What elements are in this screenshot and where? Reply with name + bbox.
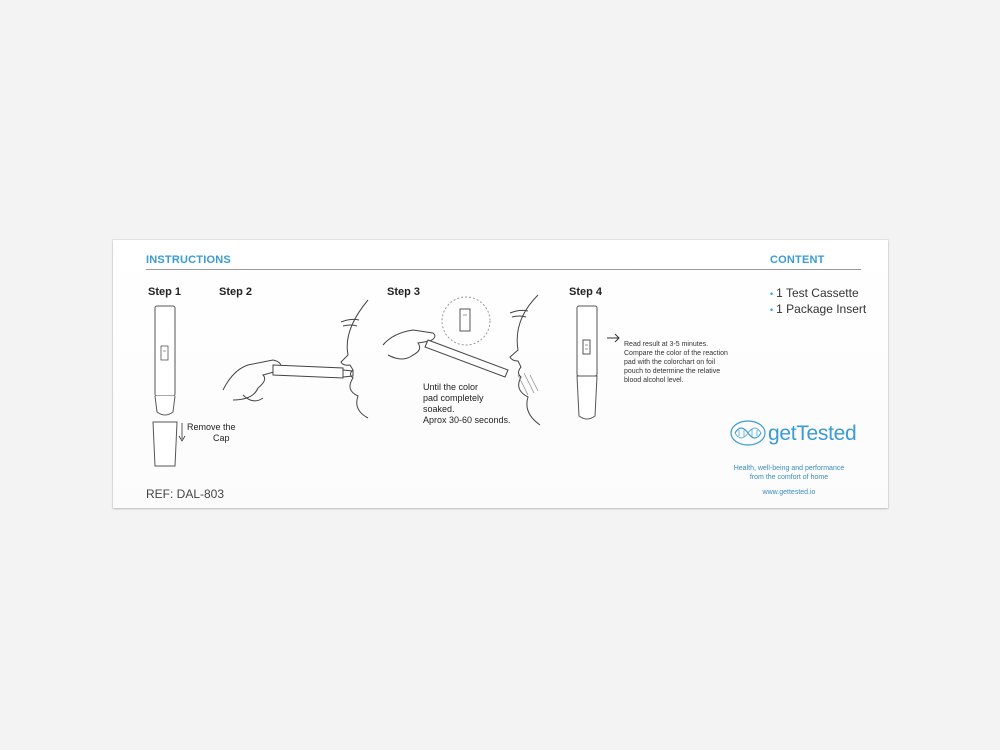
step-4-note-line1: Read result at 3-5 minutes. bbox=[624, 341, 709, 348]
content-item-1: • 1 Test Cassette bbox=[770, 286, 859, 300]
step-1-label: Step 1 bbox=[148, 286, 182, 298]
remove-cap-line2: Cap bbox=[213, 433, 230, 443]
brand-name: getTested bbox=[768, 422, 857, 445]
tagline-line1: Health, well-being and performance bbox=[733, 465, 845, 472]
header-divider bbox=[146, 269, 861, 270]
step-4-note-line3: pad with the colorchart on foil bbox=[624, 359, 716, 366]
step-3-illustration bbox=[378, 295, 548, 435]
step-4-label: Step 4 bbox=[569, 286, 603, 298]
content-item-2: • 1 Package Insert bbox=[770, 302, 867, 316]
product-box bbox=[113, 240, 888, 508]
arrow-right-icon bbox=[607, 334, 621, 342]
tagline-line2: from the comfort of home bbox=[749, 474, 829, 481]
dna-logo-icon bbox=[730, 420, 766, 446]
step-4-illustration bbox=[575, 304, 605, 424]
step-2-label: Step 2 bbox=[219, 286, 253, 298]
step-4-note-line5: blood alcohol level. bbox=[624, 377, 684, 384]
step-4-note-line2: Compare the color of the reaction bbox=[624, 350, 728, 357]
instructions-header: INSTRUCTIONS bbox=[146, 254, 231, 266]
step-1-illustration bbox=[151, 304, 191, 474]
step-2-illustration bbox=[213, 300, 373, 430]
content-header: CONTENT bbox=[770, 254, 825, 266]
step-4-note-line4: pouch to determine the relative bbox=[624, 368, 721, 375]
step-3-label: Step 3 bbox=[387, 286, 421, 298]
step-3-note-line2: pad completely bbox=[423, 393, 484, 403]
remove-cap-line1: Remove the bbox=[187, 422, 236, 432]
ref-number: REF: DAL-803 bbox=[146, 487, 225, 501]
step-3-note-line4: Aprox 30-60 seconds. bbox=[423, 415, 511, 425]
step-3-note-line3: soaked. bbox=[423, 404, 455, 414]
step-3-note-line1: Until the color bbox=[423, 382, 479, 392]
website: www.gettested.io bbox=[762, 489, 816, 496]
